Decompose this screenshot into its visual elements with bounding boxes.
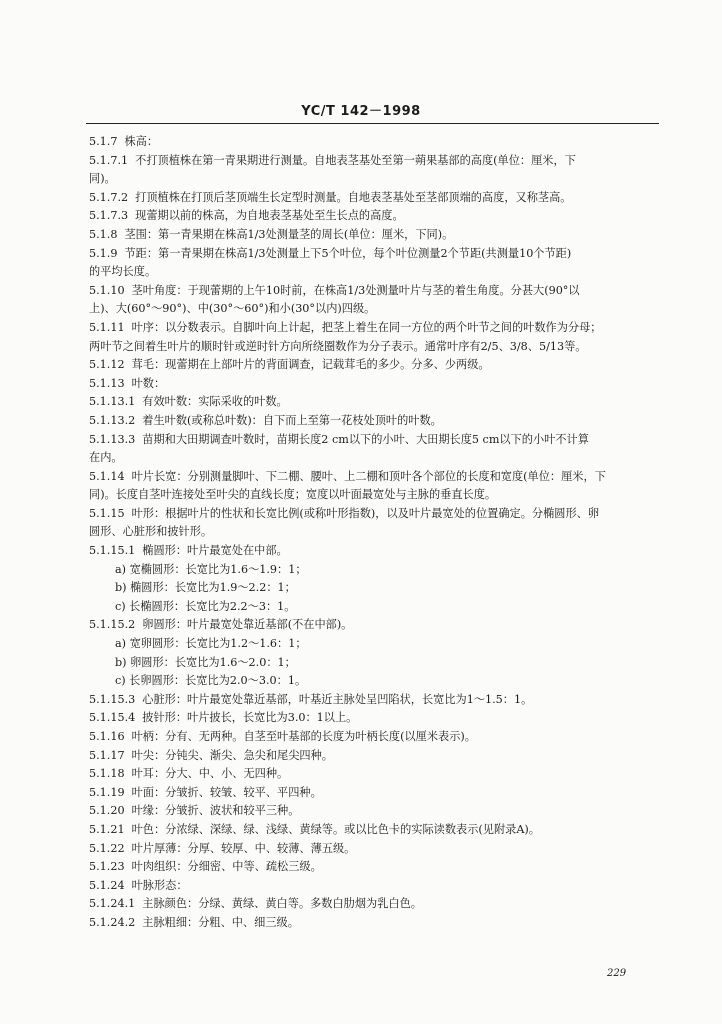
paragraph [89,635,661,654]
clause-text: b) 椭圆形：长宽比为1.9～2.2：1； [115,581,296,595]
paragraph [89,300,661,319]
paragraph [89,877,661,896]
paragraph [89,207,661,226]
clause-number: 5.1.10 [89,283,125,297]
clause-text: 叶柄：分有、无两种。自茎至叶基部的长度为叶柄长度(以厘米表示)。 [131,730,476,743]
clause-text: 叶形：根据叶片的性状和长宽比例(或称叶形指数)，以及叶片最宽处的位置确定。分椭圆形、卵 [131,506,600,520]
paragraph [89,338,661,357]
paragraph [89,765,661,784]
clause-text: 的平均长度。 [89,265,157,279]
clause-text: 叶耳：分大、中、小、无四种。 [131,767,289,781]
clause-number: 5.1.7.3 [89,209,129,223]
clause-text: 披针形：叶片披长，长宽比为3.0：1以上。 [142,711,358,725]
clause-text: b) 卵圆形：长宽比为1.6～2.0：1； [115,655,296,669]
paragraph [89,356,661,375]
clause-number: 5.1.23 [89,860,125,874]
clause-text: 圆形、心脏形和披针形。 [89,525,213,539]
clause-number: 5.1.8 [89,227,118,241]
paragraph [89,170,661,189]
page-header-code: YC/T 142－1998 [301,104,421,119]
clause-number: 5.1.15.4 [89,711,136,725]
clause-number: 5.1.20 [89,804,125,818]
clause-number: 5.1.7 [89,135,118,148]
clause-text: 叶数： [131,376,166,390]
paragraph [89,895,661,914]
paragraph [89,616,661,635]
clause-text: 有效叶数：实际采收的叶数。 [142,395,288,409]
clause-text: c) 长椭圆形：长宽比为2.2～3：1。 [115,599,296,613]
paragraph [89,282,661,301]
paragraph [89,840,661,859]
clause-text: 两叶节之间着生叶片的顺时针或逆时针方向所绕圈数作为分子表示。通常叶序有2/5、3/8、5/13等。 [89,339,587,353]
clause-number: 5.1.18 [89,767,125,781]
clause-number: 5.1.11 [89,320,125,334]
clause-text: 叶色：分浓绿、深绿、绿、浅绿、黄绿等。或以比色卡的实际读数表示(见附录A)。 [131,822,540,836]
paragraph [89,579,661,598]
paragraph [89,821,661,840]
clause-number: 5.1.22 [89,841,125,855]
clause-number: 5.1.24.1 [89,897,136,911]
paragraph [89,152,661,171]
paragraph [89,431,661,450]
clause-text: c) 长卵圆形：长宽比为2.0～3.0：1。 [115,674,307,688]
page-number: 229 [607,968,627,979]
clause-number: 5.1.19 [89,785,125,799]
clause-text: 主脉颜色：分绿、黄绿、黄白等。多数白肋烟为乳白色。 [142,897,422,911]
clause-text: 茎围：第一青果期在株高1/3处测量茎的周长(单位：厘米，下同)。 [124,227,454,241]
clause-number: 5.1.9 [89,246,118,260]
clause-text: 叶缘：分皱折、波状和较平三种。 [131,804,300,818]
paragraph [89,747,661,766]
paragraph [89,226,661,245]
clause-text: 叶尖：分钝尖、渐尖、急尖和尾尖四种。 [131,748,333,762]
paragraph [89,133,661,152]
clause-number: 5.1.7.1 [89,153,129,167]
paragraph [89,691,661,710]
paragraph [89,672,661,691]
clause-text: 现蕾期以前的株高，为自地表茎基处至生长点的高度。 [135,209,404,223]
paragraph [89,784,661,803]
clause-number: 5.1.12 [89,358,125,372]
paragraph [89,598,661,617]
clause-number: 5.1.13 [89,376,125,390]
clause-text: 打顶植株在打顶后茎顶端生长定型时测量。自地表茎基处至茎部顶端的高度，又称茎高。 [135,190,572,204]
clause-number: 5.1.16 [89,730,125,743]
paragraph [89,709,661,728]
paragraph [89,375,661,394]
paragraph [89,802,661,821]
clause-number: 5.1.13.1 [89,395,136,409]
clause-text: 叶片长宽：分别测量脚叶、下二棚、腰叶、上二棚和顶叶各个部位的长度和宽度(单位：厘米，下 [131,469,606,483]
clause-text: a) 宽卵圆形：长宽比为1.2～1.6：1； [115,637,307,651]
clause-text: 叶脉形态： [131,878,188,892]
clause-text: 不打顶植株在第一青果期进行测量。自地表茎基处至第一蒴果基部的高度(单位：厘米，下 [135,153,576,167]
clause-text: 茸毛：现蕾期在上部叶片的背面调查，记载茸毛的多少。分多、少两级。 [131,358,490,372]
clause-text: 叶序：以分数表示。自脚叶向上计起，把茎上着生在同一方位的两个叶节之间的叶数作为分母； [131,320,602,334]
clause-text: 苗期和大田期调查叶数时，苗期长度2 cm以下的小叶、大田期长度5 cm以下的小叶不计算 [142,432,589,446]
paragraph [89,245,661,264]
clause-text: 同)。长度自茎叶连接处至叶尖的直线长度；宽度以叶面最宽处与主脉的垂直长度。 [89,488,497,502]
clause-text: 卵圆形：叶片最宽处靠近基部(不在中部)。 [142,618,353,632]
clause-text: a) 宽椭圆形：长宽比为1.6～1.9：1； [115,562,307,576]
paragraph [89,914,661,933]
clause-number: 5.1.15.1 [89,544,136,558]
clause-text: 主脉粗细：分粗、中、细三级。 [142,915,299,929]
clause-text: 株高： [124,135,159,148]
paragraph [89,486,661,505]
paragraph [89,542,661,561]
paragraph [89,449,661,468]
paragraph [89,468,661,487]
clause-text: 心脏形：叶片最宽处靠近基部，叶基近主脉处呈凹陷状，长宽比为1～1.5：1。 [142,692,533,706]
clause-number: 5.1.24.2 [89,915,136,929]
clause-number: 5.1.15.2 [89,618,136,632]
clause-number: 5.1.13.3 [89,432,136,446]
paragraph [89,654,661,673]
paragraph [89,728,661,747]
clause-number: 5.1.17 [89,748,125,762]
clause-number: 5.1.7.2 [89,190,129,204]
clause-number: 5.1.15 [89,506,125,520]
paragraph [89,505,661,524]
paragraph [89,189,661,208]
clause-text: 茎叶角度：于现蕾期的上午10时前，在株高1/3处测量叶片与茎的着生角度。分甚大(90°以 [131,283,580,297]
clause-text: 着生叶数(或称总叶数)：自下而上至第一花枝处顶叶的叶数。 [142,413,442,427]
clause-number: 5.1.24 [89,878,125,892]
paragraph [89,263,661,282]
paragraph [89,319,661,338]
clause-text: 叶片厚薄：分厚、较厚、中、较薄、薄五级。 [131,841,356,855]
paragraph [89,561,661,580]
paragraph [89,523,661,542]
header-rule [86,123,659,124]
clause-text: 在内。 [89,451,123,465]
clause-text: 上)、大(60°～90°)、中(30°～60°)和小(30°以内)四级。 [89,302,376,316]
clause-text: 椭圆形：叶片最宽处在中部。 [142,544,288,558]
document-body [89,133,661,933]
clause-text: 叶面：分皱折、较皱、较平、平四种。 [131,785,322,799]
clause-number: 5.1.14 [89,469,125,483]
paragraph [89,393,661,412]
clause-number: 5.1.13.2 [89,413,136,427]
clause-text: 节距：第一青果期在株高1/3处测量上下5个叶位，每个叶位测量2个节距(共测量10个节距) [124,246,572,260]
paragraph [89,412,661,431]
paragraph [89,858,661,877]
clause-number: 5.1.21 [89,822,125,836]
clause-text: 叶肉组织：分细密、中等、疏松三级。 [131,860,322,874]
clause-text: 同)。 [89,172,116,186]
clause-number: 5.1.15.3 [89,692,136,706]
